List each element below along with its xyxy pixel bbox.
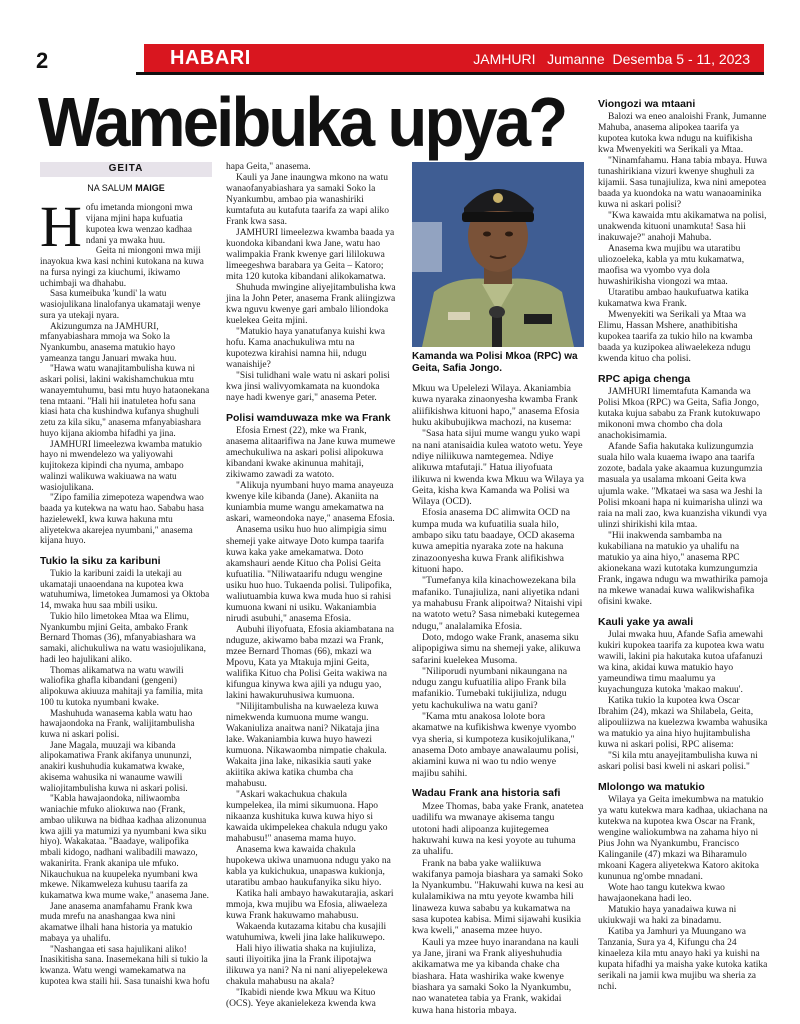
paragraph: "Nashangaa eti sasa hajulikani aliko! Inasikitisha sana. Inasemekana hili si tukio la kwanza. Watu wengi wamekamatwa na kupotea kwa staili hii. Sasa tunaishi kwa hofu <box>40 944 210 987</box>
paragraph: Sasa kumeibuka 'kundi' la watu wasiojulikana linalofanya ukamataji wenye sura ya utekaji nyara. <box>40 289 201 321</box>
paragraph: Katika tukio la kupotea kwa Oscar Ibrahim (24), mkazi wa Shilabela, Geita, alipouliizwa na kuelezwa kwamba wahusika wa matukio ya aina hiyo hujitambulisha kuwa ni askari polisi, RPC alisema: <box>598 695 768 750</box>
paragraph: Thomas alikamatwa na watu wawili waliofika ghafla kibandani (gengeni) alipokuwa akiuuza mahitaji ya familia, mita 100 tu kutoka nyumbani kwake. <box>40 665 203 708</box>
paragraph: Geita ni miongoni mwa miji inayokua kwa kasi nchini kutokana na kuwa na fursa nyingi za kiuchumi, ikiwamo uchimbaji wa dhahabu. <box>40 246 204 289</box>
subheading: Mlolongo wa matukio <box>598 780 705 793</box>
paragraph: Jane Magala, muuzaji wa kibanda alipokamatiwa Frank akifanya unununzi, anakiri kushuhudia kukamatwa kwake, akisema wahusika ni wanaume wawili waliojitambulisha kuwa ni askari polisi. <box>40 740 192 794</box>
paragraph: "Alikuja nyumbani huyo mama anayeuza kwenye kile kibanda (Jane). Akaniita na kuniambia mume wangu amekamatwa na askari, wameondoka naye," anasema Efosia. <box>226 481 395 525</box>
paragraph: Utaratibu ambao haukufuatwa katika kukamatwa kwa Frank. <box>598 288 749 310</box>
paragraph: Kauli ya Jane inaungwa mkono na watu wanaofanyabiashara ya samaki Soko la Nyankumbu, ambao pia wanashiriki kumtafuta au kutafuta taarifa za wapi aliko Frank kwa sasa. <box>226 173 390 228</box>
subheading: Kauli yake ya awali <box>598 615 694 628</box>
paragraph: JAMHURI limeelezwa kwamba matukio hayo ni mwendelezo wa yaliyowahi kujitokeza kipindi cha nyuma, ambapo walinzi walikuwa wakiuawa na watu wasiojulikana. <box>40 439 202 493</box>
column-4 <box>598 98 768 993</box>
paragraph: "Kama mtu anakosa lolote bora akamatwe na kufikishwa kwenye vyombo vya sheria, si kumpoteza kusikojulikana," anasema Doto ambaye anawalaumu polisi, akiamini kuwa ni wao tu ndio wenye majibu sahihi. <box>412 711 579 779</box>
paragraph: "Hawa watu wanajitambulisha kuwa ni askari polisi, lakini wakishamchukua mtu wanayemtuhumu, basi mtu huyo hataonekana tena mtaani. "Hali hii inatuletea hofu sana kiasi hata cha kushindwa kufanya shughuli zetu za kila siku," anasema mfanyabiashara huyo kijana akiomba hifadhi ya jina. <box>40 364 210 439</box>
paragraph: Mzee Thomas, baba yake Frank, anatetea uadilifu wa mwanaye akisema tangu utotoni hadi alipoanza kujitegemea hakuwahi kuwa na kesi yoyote au tuhuma za uhalifu. <box>412 800 584 858</box>
paragraph: Wote hao tangu kutekwa kwao hawajaonekana hadi leo. <box>598 883 725 905</box>
paragraph: Tukio hilo limetokea Mtaa wa Elimu, Nyankumbu mjini Geita, ambako Frank Bernard Thomas (36), mfanyabiashara wa samaki, alichukuliwa na watu wasiojulikana, hadi leo hajulikani aliko. <box>40 611 206 665</box>
paragraph: JAMHURI limeelezwa kwamba baada ya kuondoka kibandani kwa Jane, watu hao walimpakia Frank kwenye gari lililokuwa limeegeshwa barabara ya Geita – Katoro; mita 120 kutoka kibandani alikokamatwa. <box>226 228 395 283</box>
header-rule <box>136 72 764 75</box>
paragraph: "Hii inakwenda sambamba na kukabiliana na matukio ya uhalifu na matukio ya aina hiyo," anasema RPC akionekana wazi kutotaka kumzungumzia Frank, ingawa ndugu wa mwathirika pamoja na mkewe wanadai kuwa walikwishafika ofisini kwake. <box>598 530 768 607</box>
paragraph: Hali hiyo iliwatia shaka na kujiuliza, sauti iliyoitika jina la Frank ilipotajwa ilikuwa ya nani? Na ni nani aliyepelekewa chakula mahabusu na akala? <box>226 944 388 988</box>
subheading: RPC apiga chenga <box>598 373 691 386</box>
paragraph: Kauli ya mzee huyo inarandana na kauli ya Jane, jirani wa Frank aliyeshuhudia akikamatwa me ya kibanda chake cha biashara. Hata washirika wake kwenye biashara ya samaki Soko la Nyankumbu, nao wanatetea tabia ya Frank, wakidai kuwa hana historia mbaya. <box>412 936 580 1016</box>
paragraph: "Ninamfahamu. Hana tabia mbaya. Huwa tunashirikiana vizuri kwenye shughuli za kijamii. Sasa tunajiuliza, kwa nini amepotea baada ya kuondoka na watu wanaoaminika kuwa ni askari polisi? <box>598 156 767 211</box>
headline: Wameibuka upya? <box>38 83 566 161</box>
paragraph: "Askari wakachukua chakula kumpelekea, ila mimi sikumuona. Hapo nikaanza kushituka kuwa kuwa hiyo si kawaida ukimpelekea chakula ndugu yako mahabusu!" anasema mama huyo. <box>226 789 388 844</box>
paragraph: Aubuhi iliyofuata, Efosia akiambatana na nduguze, akiwamo baba mzazi wa Frank, mzee Bernard Thomas (66), mkazi wa Mpovu, Kata ya Mtakuja mjini Geita, walifika Kituo cha Polisi Geita wakiwa na kifungua kinywa kwa ajili ya ndugu yao, lakini hawakuruhusiwa kumuona. <box>226 624 395 701</box>
subheading: Polisi wamduwaza mke wa Frank <box>226 412 391 425</box>
drop-cap: H <box>40 194 82 260</box>
section-title: HABARI <box>170 47 251 69</box>
paragraph: Katiba ya Jamhuri ya Muungano wa Tanzania, Sura ya 4, Kifungu cha 24 kinaeleza kila mtu anayo haki ya kuishi na kupata hifadhi ya maisha yake kutoka katika serikali na jamii kwa mujibu wa sheria za nchi. <box>598 927 768 993</box>
paragraph: Katika hali ambayo hawakutarajia, askari mmoja, kwa mujibu wa Efosia, aliwaeleza kuwa Frank hakuwamo mahabusu. <box>226 889 394 922</box>
column-2 <box>226 162 396 1010</box>
paragraph: Akizungumza na JAMHURI, mfanyabiashara mmoja wa Soko la Nyankumbu, anasema matukio hayo yameanza tangu Januari mwaka huu. <box>40 321 177 364</box>
paragraph: "Nilijitambulisha na kuwaeleza kuwa nimekwenda kumuona mume wangu. Wakaniuliza anaitwa nani? Nikataja jina lake. Wakaniambia kuwa huyo hawezi kumuona. Nikawaomba nimpatie chakula. Wakaita jina lake, nikasikia sauti yake akiitika akiwa katika chumba cha mahabusu. <box>226 701 387 789</box>
subheading: Wadau Frank ana historia safi <box>412 786 561 799</box>
paragraph: "Sasa hata sijui mume wangu yuko wapi na nani atanisaidia kulea watoto wetu. Yeye ndiye niliikuwa namtegemea. Ndiye alikuwa mtafutaji." Hatua iliyofuata ilikuwa ni kwenda kwa Mkuu wa Wilaya ya Geita, kisha kwa Kamanda wa Polisi wa Wilaya (OCD). <box>412 428 584 508</box>
byline-prefix: NA SALUM <box>87 182 136 193</box>
paragraph: "Kwa kawaida mtu akikamatwa na polisi, unakwenda kituoni unamkuta! Sasa hii inakuwaje?" anahoji Mahuba. <box>598 211 767 244</box>
paragraph: Mwenyekiti wa Serikali ya Mtaa wa Elimu, Hassan Mshere, anathibitisha kupokea taarifa za tukio hilo na kwamba baada ya kuzipokea aliwaelekeza ndugu kwenda kituo cha polisi. <box>598 310 753 365</box>
paragraph: Doto, mdogo wake Frank, anasema siku alipopigiwa simu na shemeji yake, alikuwa safarini kuelekea Musoma. <box>412 631 581 666</box>
byline-name: MAIGE <box>135 182 165 193</box>
location-tag: GEITA <box>40 162 212 177</box>
paragraph-text: ofu imetanda miongoni mwa vijana mjini hapa kufuatia kupotea kwa wenzao kadhaa ndani ya mwaka huu. <box>85 203 193 246</box>
paragraph: Mashuhuda wanasema kabla watu hao hawajaondoka na Frank, walijitambulisha kuwa ni askari polisi. <box>40 708 195 740</box>
paragraph: Wakaenda kutazama kitabu cha kusajili watuhumiwa, kweli jina lake halikuwepo. <box>226 922 387 944</box>
subheading: Tukio la siku za karibuni <box>40 554 161 567</box>
paragraph: Anasema usiku huo huo alimpigia simu shemeji yake aitwaye Doto kumpa taarifa kuwa kaka yake amekamatwa. Doto akamshauri aende Kituo cha Polisi Geita kufuatilia. "Niliwataarifu ndugu wengine usiku huo huo. Tukaenda polisi. Tulipofika, waliutuambia kuwa kwa muda huo si rahisi kumuona kwani ni usiku. Wakaniambia nirudi asubuhi," anasema Efosia. <box>226 525 392 624</box>
paragraph: Balozi wa eneo analoishi Frank, Jumanne Mahuba, anasema alipokea taarifa ya kupotea kutoka kwa ndugu na kuifikisha kwa Mwenyekiti wa Serikali ya Mtaa. <box>598 112 767 156</box>
column-3 <box>412 162 584 1016</box>
paragraph: Efosia anasema DC alimwita OCD na kumpa muda wa kufuatilia suala hilo, ambapo siku tatu baadaye, OCD akasema kuwa amepitia nyaraka zote na hakuna zinazoonyesha kuwa Frank alifikishwa kituoni hapo. <box>412 507 575 575</box>
paragraph: Jane anasema anamfahamu Frank kwa muda mrefu na anashangaa kwa nini akamatwe ilhali hana historia ya matukio mabaya ya uhalifu. <box>40 901 193 944</box>
paragraph: JAMHURI limemtafuta Kamanda wa Polisi Mkoa (RPC) wa Geita, Safia Jongo, kutaka kujua sababu za Frank kutokuwapo mikononi mwa chombo cha dola anachokisimamia. <box>598 387 761 442</box>
paragraph: Wilaya ya Geita imekumbwa na matukio ya watu kutekwa mara kadhaa, ukiachana na kutekwa na kupotea kwa Oscar na Frank, wengine waliokumbwa na zahama hiyo ni Pius John wa Nyankumbu, Francisco Kalinganile (47) mkazi wa Biharamulo mkoani Kagera aliyetekwa Katoro akitoka kununua ng'ombe mnadani. <box>598 794 768 882</box>
paragraph: Anasema kwa mujibu wa utaratibu uliozoeleka, kabla ya mtu kukamatwa, maofisa wa vyombo vya dola huwashirikisha viongozi wa mtaa. <box>598 244 745 288</box>
paragraph: "Niliporudi nyumbani nikaungana na ndugu zangu kufuatilia alipo Frank bila mafanikio. Tumebaki tukijiuliza, ndugu yetu kachukuliwa na watu gani? <box>412 665 568 711</box>
paragraph: Shuhuda mwingine aliyejitambulisha kwa jina la John Peter, anasema Frank aliingizwa kwa nguvu kwenye gari ambalo liliondoka kuelekea Geita mjini. <box>226 283 396 327</box>
police-officer-portrait <box>412 162 584 347</box>
page-header <box>0 44 800 74</box>
subheading: Viongozi wa mtaani <box>598 98 696 110</box>
photo-caption: Kamanda wa Polisi Mkoa (RPC) wa Geita, Safia Jongo. <box>412 351 578 374</box>
paragraph: Efosia Ernest (22), mke wa Frank, anasema alitaarifiwa na Jane kuwa mumewe amechukuliwa na askari polisi alipokuwa kibandani kwake akinunua mahitaji, zikiwamo zawadi za watoto. <box>226 426 396 481</box>
page-number: 2 <box>36 48 49 73</box>
paragraph: "Kabla hawajaondoka, niliwaomba waniachie mfuko aliokuwa nao (Frank, ambao ulikuwa na bidhaa kadhaa alizonunua kwa ajili ya matumizi ya nyumbani kwa siku hiyo). Wakakataa. "Baadaye, walipofika mbali kidogo, nadhani walibadili mawazo, wakanirita. Frank akanipa ule mfuko. Nikauchukua na kuupeleka nyumbani kwa mkewe. Nikamweleza kuhusu taarifa za kukamatwa kwa mume wake," anasema Jane. <box>40 794 209 901</box>
paragraph: "Sisi tulidhani wale watu ni askari polisi kwa jinsi walivyomkamata na kuondoka naye hadi kwenye gari," anasema Peter. <box>226 371 390 404</box>
paragraph: Tukio la karibuni zaidi la utekaji au ukamataji unaoendana na kupotea kwa watuhumiwa, limetokea Jumamosi ya Oktoba 14, mwaka huu saa mbili usiku. <box>40 568 210 612</box>
paragraph: hapa Geita," anasema. <box>226 162 311 172</box>
issue-date: JAMHURI Jumanne Desemba 5 - 11, 2023 <box>473 51 750 67</box>
byline <box>40 183 212 194</box>
paragraph: Anasema kwa kawaida chakula hupokewa ukiwa unamuona ndugu yako na kabla ya kukichukua, unapaswa kukionja, utaratibu ambao haukufanyika siku hiyo. <box>226 844 391 888</box>
column-1 <box>40 162 212 988</box>
rpc-photo <box>412 162 584 347</box>
paragraph: Matukio haya yanadaiwa kuwa ni ukiukwaji wa haki za binadamu. <box>598 905 737 927</box>
paragraph: "Tumefanya kila kinachowezekana bila mafaniko. Tunajiuliza, nani aliyetika ndani ya mahabusu Frank alipoitwa? Nitaishi vipi na watoto wetu? Sasa nimebaki kutegemea ndugu," analalamika Efosia. <box>412 575 583 632</box>
paragraph: Frank na baba yake waliikuwa wakifanya pamoja biashara ya samaki Soko la Nyankumbu. "Hakuwahi kuwa na kesi au kulalamikiwa na mtu yeyote kwamba hili linaweza kuwa sababu ya kukamatwa na sasa kupotea kabisa. Mimi sijawahi kusikia kwa kweli," anasema mzee huyo. <box>412 857 584 937</box>
paragraph: "Ikabidi niende kwa Mkuu wa Kituo (OCS). Yeye akanielekeza kwenda kwa <box>226 988 376 1010</box>
paragraph: Mkuu wa Upelelezi Wilaya. Akaniambia kuwa nyaraka zinaonyesha kwamba Frank aliifikishwa kituoni hapo," anasema Efosia huku akibubujikwa machozi, na kusema: <box>412 383 580 428</box>
paragraph <box>40 194 212 260</box>
paragraph: "Si kila mtu anayejitambulisha kuwa ni askari polisi basi kweli ni askari polisi." <box>598 750 758 772</box>
paragraph: "Zipo familia zimepoteza wapendwa wao baada ya kutekwa na watu hao. Sababu hasa hazielewekI, kwa kuwa hakuna mtu aliyetekwa akarejea nyumbani," anasema kijana huyo. <box>40 493 204 547</box>
paragraph: Julai mwaka huu, Afande Safia amewahi kukiri kupokea taarifa za kupotea kwa watu wawili, lakini pia hakutaka kutoa ufafanuzi wa kina, akidai kuwa matukio hayo yameundiwa timu maalumu ya kuyachunguza kutoka 'makao makuu'. <box>598 629 765 695</box>
paragraph: "Matukio haya yanatufanya kuishi kwa hofu. Kama anachukuliwa mtu na kupotezwa kirahisi namna hii, ndugu wanaishije? <box>226 327 385 371</box>
paragraph: Afande Safia hakutaka kulizungumzia suala hilo wala kuaema iwapo ana taarifa zozote, badala yake akaamua kuzungumzia masuala ya usalama mkoani Geita kwa ujumla wake. "Mkataei wa sasa wa Jeshi la Polisi mkoani hapa ni kuimarisha ulinzi wa raia na mali zao, kwa kuanzisha vikundi vya ulinzi shirikishi kila mtaa. <box>598 442 767 530</box>
